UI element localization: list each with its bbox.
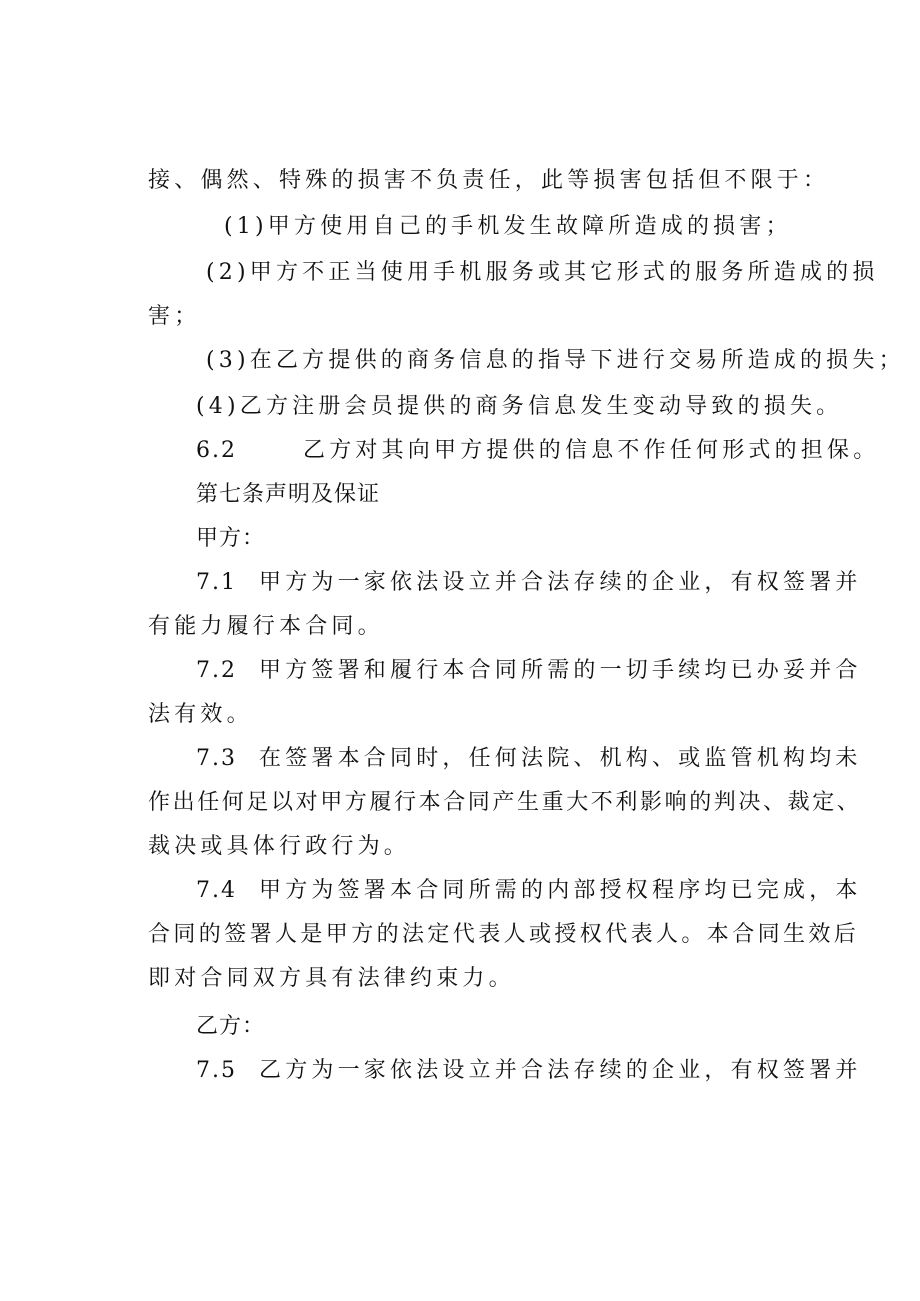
clause-number: 7.2: [196, 658, 237, 683]
line-text: 有能力履行本合同。: [148, 614, 384, 639]
clause-number: 7.1: [196, 570, 237, 595]
line-text: 甲方为签署本合同所需的内部授权程序均已完成，本: [259, 878, 862, 903]
line-text: 裁决或具体行政行为。: [148, 834, 411, 859]
text-line: [148, 788, 861, 818]
clause-number: 7.4: [196, 878, 237, 903]
party-label: [196, 1012, 265, 1042]
line-text: 第七条声明及保证: [196, 482, 381, 507]
line-text: 接、偶然、特殊的损害不负责任，此等损害包括但不限于：: [148, 168, 830, 193]
line-text: 法有效。: [148, 702, 253, 727]
clause: [196, 568, 862, 598]
text-line: [148, 166, 829, 196]
line-text: 乙方：: [196, 1014, 266, 1039]
text-line: [148, 832, 410, 862]
clause: [196, 1056, 862, 1086]
line-text: 害；: [148, 304, 201, 329]
text-line: [148, 700, 253, 730]
list-item: [206, 258, 879, 288]
section-heading: [196, 480, 380, 510]
party-label: [196, 524, 265, 554]
line-text: 乙方为一家依法设立并合法存续的企业，有权签署并: [259, 1058, 862, 1083]
line-text: 乙方对其向甲方提供的信息不作任何形式的担保。: [303, 438, 880, 463]
text-line: [148, 302, 200, 332]
clause: [196, 656, 862, 686]
line-text: (4)乙方注册会员提供的商务信息发生变动导致的损失。: [196, 394, 843, 419]
clause: [196, 436, 879, 466]
line-text: 甲方为一家依法设立并合法存续的企业，有权签署并: [259, 570, 862, 595]
list-item: [196, 392, 842, 422]
line-text: 甲方签署和履行本合同所需的一切手续均已办妥并合: [259, 658, 862, 683]
clause-number: 7.3: [196, 746, 237, 771]
line-text: (2)甲方不正当使用手机服务或其它形式的服务所造成的损: [206, 260, 879, 285]
line-text: 甲方：: [196, 526, 266, 551]
clause-number: 7.5: [196, 1058, 237, 1083]
clause-number: 6.2: [196, 438, 237, 463]
line-text: 即对合同双方具有法律约束力。: [148, 966, 515, 991]
list-item: [206, 346, 905, 376]
line-text: (1)甲方使用自己的手机发生故障所造成的损害；: [224, 214, 792, 239]
text-line: [148, 612, 384, 642]
line-text: 在签署本合同时，任何法院、机构、或监管机构均未: [259, 746, 862, 771]
text-line: [148, 964, 515, 994]
clause: [196, 744, 862, 774]
line-text: 作出任何足以对甲方履行本合同产生重大不利影响的判决、裁定、: [148, 790, 862, 815]
list-item: [224, 212, 792, 242]
text-line: [148, 920, 859, 950]
line-text: (3)在乙方提供的商务信息的指导下进行交易所造成的损失；: [206, 348, 905, 373]
clause: [196, 876, 862, 906]
line-text: 合同的签署人是甲方的法定代表人或授权代表人。本合同生效后: [148, 922, 860, 947]
